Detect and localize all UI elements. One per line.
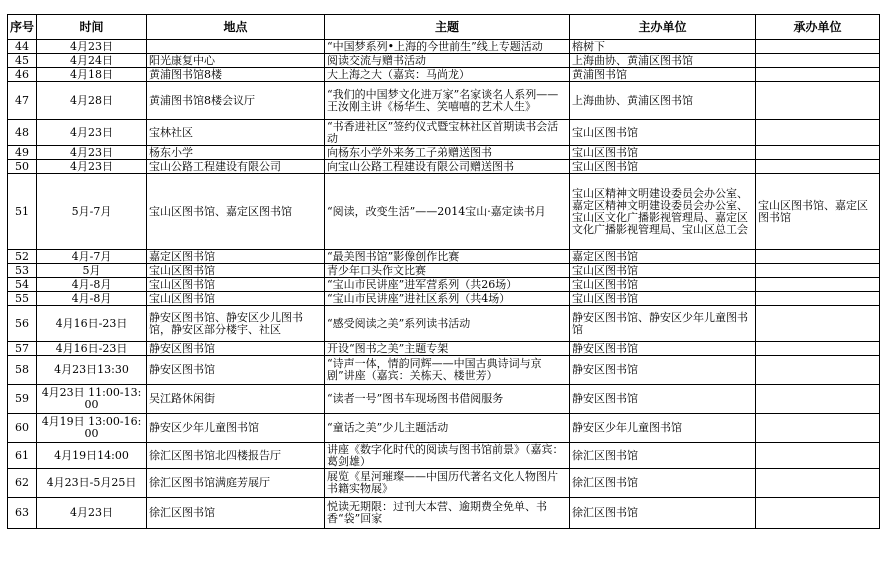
cell-place: 静安区少年儿童图书馆 — [147, 414, 325, 443]
cell-time: 4月23日 — [37, 160, 147, 174]
cell-host: 静安区图书馆 — [570, 342, 756, 356]
cell-no: 46 — [8, 68, 37, 82]
cell-organizer — [756, 54, 880, 68]
header-host: 主办单位 — [570, 15, 756, 40]
cell-theme: “宝山市民讲座”进社区系列（共4场） — [325, 292, 570, 306]
cell-organizer — [756, 498, 880, 529]
cell-host: 静安区图书馆 — [570, 356, 756, 385]
cell-organizer — [756, 342, 880, 356]
cell-time: 4月23日 11:00-13:00 — [37, 385, 147, 414]
cell-no: 51 — [8, 174, 37, 250]
cell-no: 49 — [8, 146, 37, 160]
cell-organizer — [756, 443, 880, 469]
cell-time: 4月19日 13:00-16:00 — [37, 414, 147, 443]
cell-organizer — [756, 306, 880, 342]
cell-place: 吴江路休闲街 — [147, 385, 325, 414]
cell-organizer — [756, 264, 880, 278]
cell-place: 宝山区图书馆、嘉定区图书馆 — [147, 174, 325, 250]
cell-place: 杨东小学 — [147, 146, 325, 160]
cell-no: 48 — [8, 120, 37, 146]
cell-place: 宝山区图书馆 — [147, 278, 325, 292]
cell-time: 4月18日 — [37, 68, 147, 82]
cell-place: 宝林社区 — [147, 120, 325, 146]
cell-no: 47 — [8, 82, 37, 120]
cell-theme: “最美图书馆”影像创作比赛 — [325, 250, 570, 264]
table-row — [8, 278, 880, 292]
cell-no: 50 — [8, 160, 37, 174]
cell-no: 55 — [8, 292, 37, 306]
cell-host: 上海曲协、黄浦区图书馆 — [570, 54, 756, 68]
cell-no: 56 — [8, 306, 37, 342]
cell-host: 宝山区图书馆 — [570, 160, 756, 174]
cell-time: 5月 — [37, 264, 147, 278]
cell-organizer: 宝山区图书馆、嘉定区图书馆 — [756, 174, 880, 250]
cell-organizer — [756, 146, 880, 160]
cell-time: 4月23日 — [37, 498, 147, 529]
table-row — [8, 356, 880, 385]
cell-theme: “感受阅读之美”系列读书活动 — [325, 306, 570, 342]
table-row — [8, 414, 880, 443]
table-row — [8, 160, 880, 174]
cell-time: 4月-8月 — [37, 292, 147, 306]
cell-theme: 阅读交流与赠书活动 — [325, 54, 570, 68]
cell-time: 4月24日 — [37, 54, 147, 68]
header-theme: 主题 — [325, 15, 570, 40]
cell-theme: “诗声一体，情韵同辉——中国古典诗词与京剧”讲座（嘉宾：关栋天、楼世芳） — [325, 356, 570, 385]
header-no: 序号 — [8, 15, 37, 40]
cell-place: 黄浦图书馆8楼 — [147, 68, 325, 82]
cell-organizer — [756, 250, 880, 264]
cell-theme: 大上海之大（嘉宾：马尚龙） — [325, 68, 570, 82]
cell-theme: 展览《星河璀璨——中国历代著名文化人物图片书籍实物展》 — [325, 469, 570, 498]
cell-organizer — [756, 385, 880, 414]
cell-theme: 向杨东小学外来务工子弟赠送图书 — [325, 146, 570, 160]
cell-organizer — [756, 68, 880, 82]
cell-no: 45 — [8, 54, 37, 68]
cell-time: 4月-7月 — [37, 250, 147, 264]
cell-place: 徐汇区图书馆满庭芳展厅 — [147, 469, 325, 498]
cell-theme: “阅读，改变生活”——2014宝山·嘉定读书月 — [325, 174, 570, 250]
cell-organizer — [756, 292, 880, 306]
cell-time: 4月-8月 — [37, 278, 147, 292]
cell-place: 嘉定区图书馆 — [147, 250, 325, 264]
cell-time: 4月16日-23日 — [37, 306, 147, 342]
cell-time: 4月23日 — [37, 146, 147, 160]
table-row — [8, 385, 880, 414]
cell-organizer — [756, 82, 880, 120]
cell-no: 53 — [8, 264, 37, 278]
table-row — [8, 54, 880, 68]
cell-theme: “宝山市民讲座”进军营系列（共26场） — [325, 278, 570, 292]
cell-theme: “童话之美”少儿主题活动 — [325, 414, 570, 443]
cell-organizer — [756, 414, 880, 443]
table-row — [8, 250, 880, 264]
table-row — [8, 40, 880, 54]
cell-host: 静安区少年儿童图书馆 — [570, 414, 756, 443]
cell-time: 4月23日13:30 — [37, 356, 147, 385]
cell-host: 嘉定区图书馆 — [570, 250, 756, 264]
table-row — [8, 342, 880, 356]
cell-place: 徐汇区图书馆北四楼报告厅 — [147, 443, 325, 469]
cell-no: 62 — [8, 469, 37, 498]
cell-time: 4月23日 — [37, 40, 147, 54]
table-row — [8, 498, 880, 529]
cell-theme: 向宝山公路工程建设有限公司赠送图书 — [325, 160, 570, 174]
cell-place: 静安区图书馆 — [147, 342, 325, 356]
header-row — [8, 15, 880, 40]
cell-no: 61 — [8, 443, 37, 469]
cell-host: 宝山区精神文明建设委员会办公室、嘉定区精神文明建设委员会办公室、宝山区文化广播影视管理局、嘉定区文化广播影视管理局、宝山区总工会 — [570, 174, 756, 250]
cell-theme: “书香进社区”签约仪式暨宝林社区首期读书会活动 — [325, 120, 570, 146]
cell-organizer — [756, 469, 880, 498]
cell-no: 57 — [8, 342, 37, 356]
cell-place: 宝山公路工程建设有限公司 — [147, 160, 325, 174]
cell-host: 静安区图书馆、静安区少年儿童图书馆 — [570, 306, 756, 342]
cell-host: 静安区图书馆 — [570, 385, 756, 414]
cell-host: 徐汇区图书馆 — [570, 498, 756, 529]
cell-time: 4月23日-5月25日 — [37, 469, 147, 498]
cell-theme: 悦读无期限：过刊大本营、逾期费全免单、书香“袋”回家 — [325, 498, 570, 529]
cell-place — [147, 40, 325, 54]
cell-organizer — [756, 160, 880, 174]
cell-host: 宝山区图书馆 — [570, 278, 756, 292]
cell-host: 徐汇区图书馆 — [570, 469, 756, 498]
cell-theme: “中国梦系列•上海的今世前生”线上专题活动 — [325, 40, 570, 54]
cell-host: 宝山区图书馆 — [570, 120, 756, 146]
table-row — [8, 469, 880, 498]
cell-theme: “读者一号”图书车现场图书借阅服务 — [325, 385, 570, 414]
cell-place: 宝山区图书馆 — [147, 292, 325, 306]
cell-time: 4月19日14:00 — [37, 443, 147, 469]
cell-no: 58 — [8, 356, 37, 385]
table-row — [8, 68, 880, 82]
cell-no: 60 — [8, 414, 37, 443]
cell-organizer — [756, 278, 880, 292]
cell-time: 5月-7月 — [37, 174, 147, 250]
table-row — [8, 306, 880, 342]
cell-place: 静安区图书馆、静安区少儿图书馆，静安区部分楼宇、社区 — [147, 306, 325, 342]
cell-theme: “我们的中国梦文化进万家”名家谈名人系列——王汝刚主讲《杨华生、笑嘻嘻的艺术人生》 — [325, 82, 570, 120]
table-row — [8, 443, 880, 469]
cell-host: 榕树下 — [570, 40, 756, 54]
cell-no: 59 — [8, 385, 37, 414]
header-organizer: 承办单位 — [756, 15, 880, 40]
table-row — [8, 174, 880, 250]
cell-place: 静安区图书馆 — [147, 356, 325, 385]
cell-place: 阳光康复中心 — [147, 54, 325, 68]
cell-theme: 讲座《数字化时代的阅读与图书馆前景》（嘉宾：葛剑雄） — [325, 443, 570, 469]
cell-place: 宝山区图书馆 — [147, 264, 325, 278]
cell-no: 63 — [8, 498, 37, 529]
header-time: 时间 — [37, 15, 147, 40]
cell-organizer — [756, 120, 880, 146]
cell-host: 宝山区图书馆 — [570, 292, 756, 306]
table-row — [8, 292, 880, 306]
cell-organizer — [756, 356, 880, 385]
cell-host: 黄浦图书馆 — [570, 68, 756, 82]
cell-time: 4月23日 — [37, 120, 147, 146]
header-place: 地点 — [147, 15, 325, 40]
table-row — [8, 82, 880, 120]
cell-theme: 青少年口头作文比赛 — [325, 264, 570, 278]
cell-host: 宝山区图书馆 — [570, 264, 756, 278]
cell-time: 4月16日-23日 — [37, 342, 147, 356]
cell-organizer — [756, 40, 880, 54]
cell-host: 徐汇区图书馆 — [570, 443, 756, 469]
table-row — [8, 264, 880, 278]
cell-no: 44 — [8, 40, 37, 54]
cell-time: 4月28日 — [37, 82, 147, 120]
table-row — [8, 120, 880, 146]
cell-theme: 开设“图书之美”主题专架 — [325, 342, 570, 356]
cell-no: 54 — [8, 278, 37, 292]
cell-host: 宝山区图书馆 — [570, 146, 756, 160]
table-row — [8, 146, 880, 160]
cell-place: 黄浦图书馆8楼会议厅 — [147, 82, 325, 120]
cell-place: 徐汇区图书馆 — [147, 498, 325, 529]
cell-no: 52 — [8, 250, 37, 264]
cell-host: 上海曲协、黄浦区图书馆 — [570, 82, 756, 120]
events-table — [7, 14, 880, 529]
